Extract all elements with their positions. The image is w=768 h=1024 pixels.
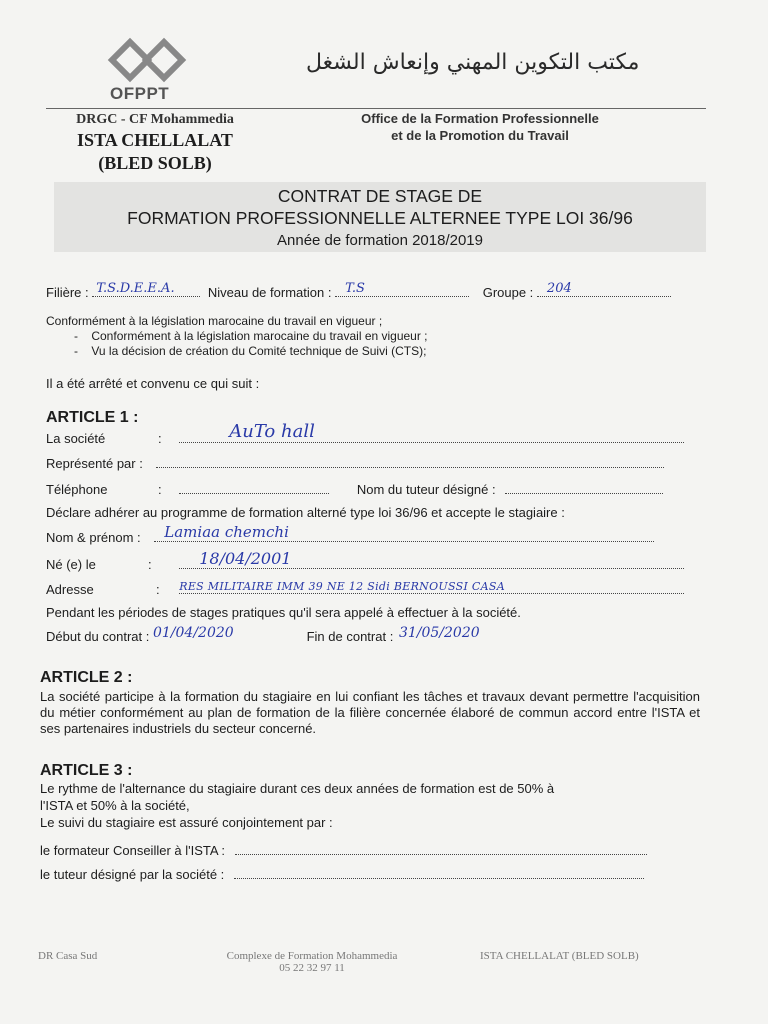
footer-right: ISTA CHELLALAT (BLED SOLB) xyxy=(480,950,639,962)
article-3-line-2: l'ISTA et 50% à la société, xyxy=(40,798,190,813)
represente-field xyxy=(156,455,664,468)
adresse-label: Adresse xyxy=(46,582,94,597)
footer-left: DR Casa Sud xyxy=(38,950,98,962)
article-3-title: ARTICLE 3 : xyxy=(40,762,133,779)
niveau-field xyxy=(335,281,469,297)
societe-label: La société xyxy=(46,431,106,446)
niveau-label: Niveau de formation : xyxy=(207,285,332,300)
societe-row: La société : AuTo hall xyxy=(46,430,684,446)
title-line-2: FORMATION PROFESSIONNELLE ALTERNEE TYPE LOI 36/96 xyxy=(127,208,633,228)
legal-intro: Conformément à la législation marocaine du travail en vigueur ; xyxy=(46,314,383,328)
fin-value: 31/05/2020 xyxy=(398,625,480,641)
telephone-row: Téléphone : Nom du tuteur désigné : xyxy=(46,481,663,497)
office-line-2: et de la Promotion du Travail xyxy=(391,128,569,143)
legal-item-2: - Vu la décision de création du Comité technique de Suivi (CTS); xyxy=(74,344,427,358)
article-3-line-1: Le rythme de l'alternance du stagiaire durant ces deux années de formation est de 50% à xyxy=(40,781,555,796)
agreed-line: Il a été arrêté et convenu ce qui suit : xyxy=(46,376,260,391)
formateur-field xyxy=(235,842,647,855)
arabic-title: مكتب التكوين المهني وإنعاش الشغل xyxy=(306,50,640,75)
org-line-1: DRGC - CF Mohammedia xyxy=(76,112,234,127)
contract-dates-row xyxy=(46,625,517,644)
article-2-title: ARTICLE 2 : xyxy=(40,669,133,686)
ne-value: 18/04/2001 xyxy=(199,549,292,568)
nom-label: Nom & prénom : xyxy=(46,530,141,545)
societe-value: AuTo hall xyxy=(229,421,315,442)
formateur-label: le formateur Conseiller à l'ISTA : xyxy=(40,843,226,858)
formateur-row xyxy=(40,842,647,858)
ne-row: Né (e) le : 18/04/2001 xyxy=(46,556,684,572)
fin-field xyxy=(397,625,517,641)
nom-value: Lamiaa chemchi xyxy=(164,523,289,541)
tuteur-societe-label: le tuteur désigné par la société : xyxy=(40,867,225,882)
org-line-2: ISTA CHELLALAT xyxy=(77,130,233,150)
nom-field xyxy=(154,523,654,542)
article-2-text: La société participe à la formation du stagiaire en lui confiant les tâches et travaux devant permettre l'acquisition du métier conformément au plan de formation de la filière concernée élaboré de commun accord entre l'ISTA et ses partenaires industriels du secteur concerné. xyxy=(40,689,700,736)
org-line-3: (BLED SOLB) xyxy=(98,153,212,173)
legal-item-2-text: Vu la décision de création du Comité technique de Suivi (CTS); xyxy=(91,344,427,358)
telephone-field xyxy=(179,481,329,494)
ofppt-logo-icon xyxy=(104,34,190,86)
institution-block xyxy=(40,112,270,174)
societe-field xyxy=(179,421,684,443)
office-line-1: Office de la Formation Professionnelle xyxy=(361,111,599,126)
groupe-label: Groupe : xyxy=(482,285,534,300)
logo-text: OFPPT xyxy=(110,84,170,103)
pendant-line: Pendant les périodes de stages pratiques qu'il sera appelé à effectuer à la société. xyxy=(46,605,521,620)
info-row xyxy=(46,281,671,300)
represente-label: Représenté par : xyxy=(46,456,143,471)
footer-phone: 05 22 32 97 11 xyxy=(279,962,345,974)
telephone-label: Téléphone xyxy=(46,482,108,497)
header-divider xyxy=(46,108,706,109)
filiere-field xyxy=(92,281,200,297)
adresse-field xyxy=(179,581,684,594)
declare-line: Déclare adhérer au programme de formation alterné type loi 36/96 et accepte le stagiaire : xyxy=(46,505,565,520)
office-block xyxy=(300,110,660,144)
tuteur-societe-field xyxy=(234,866,644,879)
footer-center-line: Complexe de Formation Mohammedia xyxy=(226,950,398,962)
legal-item-1: - Conformément à la législation marocaine du travail en vigueur ; xyxy=(74,329,428,343)
title-line-3: Année de formation 2018/2019 xyxy=(277,232,483,249)
tuteur-societe-row xyxy=(40,866,644,882)
adresse-row: Adresse : RES MILITAIRE IMM 39 NE 12 Sidi BERNOUSSI CASA xyxy=(46,581,684,597)
title-line-1: CONTRAT DE STAGE DE xyxy=(277,186,483,206)
niveau-value: T.S xyxy=(345,281,365,296)
tuteur-label: Nom du tuteur désigné : xyxy=(356,482,496,497)
debut-field xyxy=(152,625,259,641)
filiere-value: T.S.D.E.E.A. xyxy=(96,281,175,296)
debut-value: 01/04/2020 xyxy=(152,625,234,641)
article-3-line-3: Le suivi du stagiaire est assuré conjointement par : xyxy=(40,815,333,830)
fin-label: Fin de contrat : xyxy=(306,629,394,644)
adresse-value: RES MILITAIRE IMM 39 NE 12 Sidi BERNOUSSI CASA xyxy=(179,580,505,593)
groupe-field xyxy=(537,281,671,297)
groupe-value: 204 xyxy=(546,281,572,296)
ne-field xyxy=(179,549,684,569)
filiere-label: Filière : xyxy=(46,285,89,300)
represente-row xyxy=(46,455,664,471)
article-1-title: ARTICLE 1 : xyxy=(46,409,139,426)
debut-label: Début du contrat : xyxy=(46,629,150,644)
nom-row xyxy=(46,523,654,545)
ne-label: Né (e) le xyxy=(46,557,96,572)
tuteur-field xyxy=(505,481,663,494)
legal-item-1-text: Conformément à la législation marocaine du travail en vigueur ; xyxy=(91,329,428,343)
footer-center xyxy=(206,950,418,974)
